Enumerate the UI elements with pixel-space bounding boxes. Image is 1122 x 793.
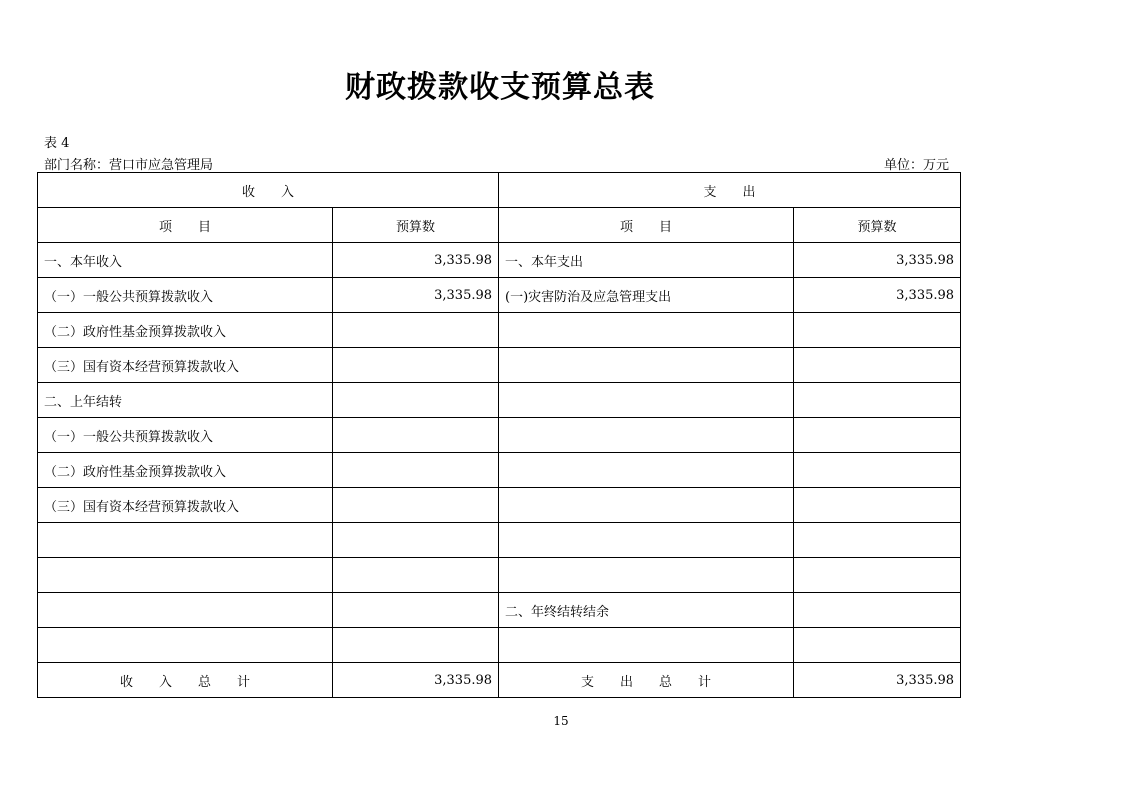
expense-value xyxy=(794,313,961,348)
expense-item xyxy=(499,383,794,418)
expense-value xyxy=(794,383,961,418)
income-item-header: 项 目 xyxy=(38,208,333,243)
income-value xyxy=(333,593,499,628)
income-budget-header: 预算数 xyxy=(333,208,499,243)
table-row xyxy=(38,628,961,663)
header-row-sections xyxy=(38,173,961,208)
income-value xyxy=(333,313,499,348)
expense-value: 3,335.98 xyxy=(794,278,961,313)
income-item xyxy=(38,593,333,628)
expense-item-header: 项 目 xyxy=(499,208,794,243)
expense-item: 二、年终结转结余 xyxy=(499,593,794,628)
table-row xyxy=(38,348,961,383)
header-row-columns xyxy=(38,208,961,243)
income-item: （一）一般公共预算拨款收入 xyxy=(38,278,333,313)
income-value xyxy=(333,348,499,383)
income-item xyxy=(38,523,333,558)
income-item: （三）国有资本经营预算拨款收入 xyxy=(38,488,333,523)
expense-item xyxy=(499,348,794,383)
income-item: 一、本年收入 xyxy=(38,243,333,278)
income-total-value: 3,335.98 xyxy=(333,663,499,698)
table-row xyxy=(38,558,961,593)
table-row xyxy=(38,418,961,453)
income-value xyxy=(333,453,499,488)
expense-item: 一、本年支出 xyxy=(499,243,794,278)
table-row xyxy=(38,313,961,348)
expense-total-label: 支 出 总 计 xyxy=(499,663,794,698)
totals-row xyxy=(38,663,961,698)
table-row xyxy=(38,488,961,523)
expense-value: 3,335.98 xyxy=(794,243,961,278)
table-row xyxy=(38,383,961,418)
table-row xyxy=(38,523,961,558)
income-item: （三）国有资本经营预算拨款收入 xyxy=(38,348,333,383)
expense-value xyxy=(794,628,961,663)
expense-budget-header: 预算数 xyxy=(794,208,961,243)
page-title: 财政拨款收支预算总表 xyxy=(345,70,655,105)
income-item xyxy=(38,558,333,593)
income-value xyxy=(333,418,499,453)
expense-item xyxy=(499,313,794,348)
expense-item xyxy=(499,453,794,488)
table-row xyxy=(38,278,961,313)
expense-value xyxy=(794,418,961,453)
table-row xyxy=(38,593,961,628)
income-item: （一）一般公共预算拨款收入 xyxy=(38,418,333,453)
income-value xyxy=(333,383,499,418)
income-total-label: 收 入 总 计 xyxy=(38,663,333,698)
income-value xyxy=(333,558,499,593)
income-value xyxy=(333,628,499,663)
income-item: （二）政府性基金预算拨款收入 xyxy=(38,453,333,488)
table-row xyxy=(38,243,961,278)
income-value: 3,335.98 xyxy=(333,278,499,313)
page-number: 15 xyxy=(553,714,569,728)
income-value xyxy=(333,488,499,523)
expense-item xyxy=(499,418,794,453)
expense-value xyxy=(794,558,961,593)
table-row xyxy=(38,453,961,488)
expense-value xyxy=(794,523,961,558)
expense-item xyxy=(499,628,794,663)
income-item xyxy=(38,628,333,663)
income-item: 二、上年结转 xyxy=(38,383,333,418)
budget-summary-table xyxy=(37,172,961,698)
table-number: 表 4 xyxy=(44,136,70,151)
expense-item: (一)灾害防治及应急管理支出 xyxy=(499,278,794,313)
expense-item xyxy=(499,558,794,593)
department-name: 部门名称：营口市应急管理局 xyxy=(44,158,214,173)
income-value: 3,335.98 xyxy=(333,243,499,278)
income-item: （二）政府性基金预算拨款收入 xyxy=(38,313,333,348)
expense-item xyxy=(499,488,794,523)
expense-value xyxy=(794,488,961,523)
expense-section-header: 支 出 xyxy=(499,173,961,208)
expense-value xyxy=(794,348,961,383)
income-section-header: 收 入 xyxy=(38,173,499,208)
expense-total-value: 3,335.98 xyxy=(794,663,961,698)
expense-item xyxy=(499,523,794,558)
unit-label: 单位：万元 xyxy=(884,158,950,173)
income-value xyxy=(333,523,499,558)
expense-value xyxy=(794,453,961,488)
expense-value xyxy=(794,593,961,628)
